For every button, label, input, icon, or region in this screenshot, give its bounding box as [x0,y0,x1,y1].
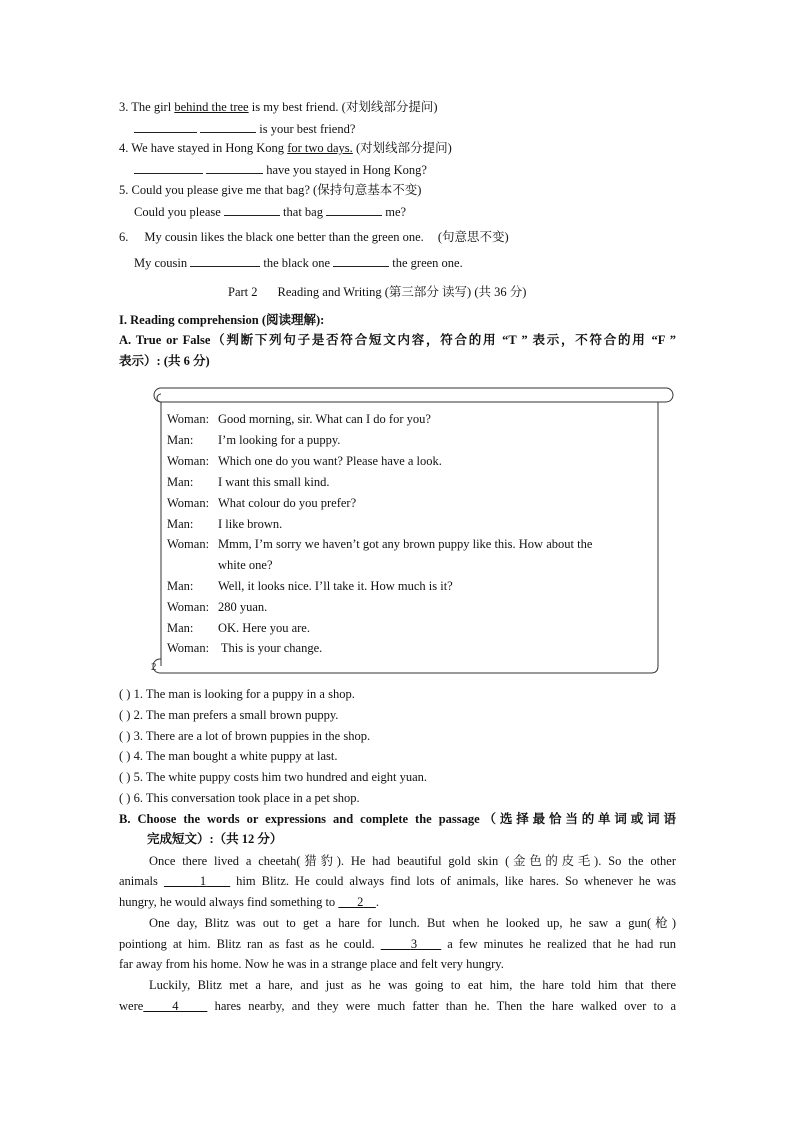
part-heading: Part 2 Reading and Writing (第三部分 读写) (共 36 分) [228,285,527,299]
blank[interactable] [134,120,197,133]
underlined-phrase: behind the tree [174,100,249,114]
gap-3[interactable]: 3 [410,937,418,951]
dialogue-line: Man: I like brown. [167,517,283,531]
dialogue-line: Man: OK. Here you are. [167,621,310,635]
answer-line-6: My cousin the black one the green one. [134,256,463,270]
dialogue-line: Woman: This is your change. [167,641,323,655]
blank[interactable] [333,254,389,267]
passage-line: Once there lived a cheetah(猎豹). He had beautiful gold skin (金色的皮毛). So the other [149,854,676,868]
passage-line: pointiong at him. Blitz ran as fast as he could. 3 a few minutes he realized that he had run [119,937,677,951]
answer-line-4: have you stayed in Hong Kong? [134,161,427,178]
tf-item[interactable]: ( ) 4. The man bought a white puppy at last. [119,749,338,763]
section-b-instructions-cont: 完成短文）:（共 12 分） [147,832,283,846]
blank[interactable] [206,161,263,174]
question-6: 6. My cousin likes the black one better than the green one. (句意思不变) [119,230,509,244]
question-5: 5. Could you please give me that bag? (保持句意基本不变) [119,183,422,197]
passage-line: animals 1 him Blitz. He could always find lots of animals, like hares. So whenever he was [119,874,677,888]
dialogue-line: Woman: 280 yuan. [167,600,268,614]
gap-1[interactable]: 1 [199,874,207,888]
blank[interactable] [326,203,382,216]
dialogue-line: Man: Well, it looks nice. I’ll take it. How much is it? [167,579,453,593]
answer-line-5: Could you please that bag me? [134,205,407,219]
passage-line: were 4 hares nearby, and they were much fatter than he. Then the hare walked over to a [119,999,677,1013]
tf-item[interactable]: ( ) 3. There are a lot of brown puppies in the shop. [119,729,371,743]
passage-line: hungry, he would always find something to 2 . [119,895,379,909]
gap-4[interactable]: 4 [172,999,179,1013]
dialogue-line: Woman: Which one do you want? Please have a look. [167,454,442,468]
dialogue-line: white one? [218,558,273,572]
section-b-instructions: B. Choose the words or expressions and complete the passage（选择最恰当的单词或词语 [119,812,676,826]
passage-line: Luckily, Blitz met a hare, and just as he was going to eat him, the hare told him that there [149,978,676,992]
question-3: 3. The girl behind the tree is my best friend. (对划线部分提问) [119,100,438,114]
passage-line: One day, Blitz was out to get a hare for lunch. But when he looked up, he saw a gun(枪) [149,916,676,930]
blank[interactable] [224,203,280,216]
section-a-instructions: A. True or False（判断下列句子是否符合短文内容，符合的用 “T ” 表示，不符合的用 “F ” [119,333,676,347]
question-4: 4. We have stayed in Hong Kong for two days. (对划线部分提问) [119,141,452,155]
dialogue-line: Man: I want this small kind. [167,475,330,489]
passage-line: far away from his home. Now he was in a strange place and felt very hungry. [119,957,504,971]
blank[interactable] [190,254,260,267]
underlined-phrase: for two days. [287,141,353,155]
dialogue-line: Man: I’m looking for a puppy. [167,433,341,447]
tf-item[interactable]: ( ) 6. This conversation took place in a pet shop. [119,791,360,805]
tf-item[interactable]: ( ) 2. The man prefers a small brown puppy. [119,708,339,722]
dialogue-line: Woman: Good morning, sir. What can I do for you? [167,412,431,426]
section-a-instructions-cont: 表示）: (共 6 分) [119,354,210,368]
dialogue-line: Woman: What colour do you prefer? [167,496,357,510]
dialogue-scroll [145,386,675,676]
section-title: I. Reading comprehension (阅读理解): [119,313,325,327]
tf-item[interactable]: ( ) 1. The man is looking for a puppy in a shop. [119,687,355,701]
tf-item[interactable]: ( ) 5. The white puppy costs him two hundred and eight yuan. [119,770,428,784]
dialogue-line: Woman: Mmm, I’m sorry we haven’t got any brown puppy like this. How about the [167,537,593,551]
blank[interactable] [134,161,203,174]
blank[interactable] [200,120,256,133]
gap-2[interactable]: 2 [357,895,364,909]
scroll-mark: 2 [151,661,157,673]
answer-line-3: is your best friend? [134,120,355,137]
